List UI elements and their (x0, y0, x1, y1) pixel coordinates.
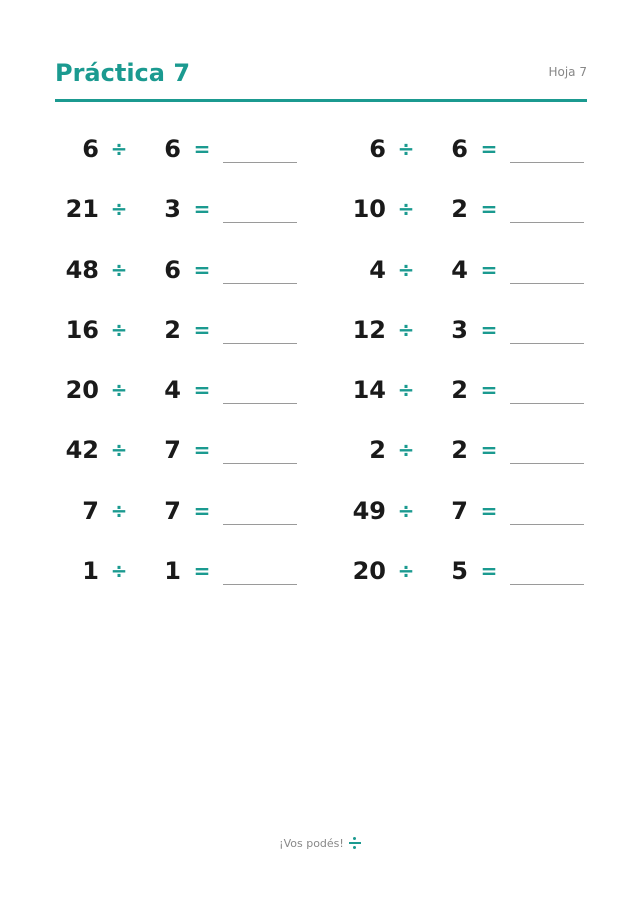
divisor: 2 (451, 436, 468, 465)
divisor: 3 (164, 195, 181, 224)
footer-text: ¡Vos podés! (279, 837, 344, 850)
division-sign: ÷ (110, 197, 128, 222)
dividend: 4 (369, 255, 386, 284)
answer-blank[interactable] (510, 162, 584, 163)
division-problem (55, 192, 305, 226)
divisor: 1 (164, 557, 181, 586)
dividend: 1 (82, 557, 99, 586)
page-title: Práctica 7 (55, 59, 191, 87)
footer (0, 836, 640, 852)
dividend: 21 (65, 195, 99, 224)
answer-blank[interactable] (223, 283, 297, 284)
division-sign: ÷ (397, 257, 415, 282)
equals-sign: = (480, 137, 498, 161)
divisor: 6 (451, 135, 468, 163)
answer-blank[interactable] (223, 584, 297, 585)
equals-sign: = (193, 438, 211, 463)
answer-blank[interactable] (223, 343, 297, 344)
divisor: 2 (451, 376, 468, 405)
equals-sign: = (193, 197, 211, 222)
division-sign: ÷ (110, 498, 128, 523)
problem-row (55, 120, 587, 180)
division-sign: ÷ (110, 137, 128, 161)
dividend: 14 (352, 376, 386, 405)
answer-blank[interactable] (510, 463, 584, 464)
division-problem (55, 313, 305, 347)
dividend: 49 (352, 496, 386, 525)
divisor: 5 (451, 557, 468, 586)
division-problem (342, 554, 592, 588)
divisor: 2 (451, 195, 468, 224)
equals-sign: = (193, 498, 211, 523)
dividend: 12 (352, 315, 386, 344)
answer-blank[interactable] (223, 222, 297, 223)
divisor: 3 (451, 315, 468, 344)
division-problem (342, 373, 592, 407)
answer-blank[interactable] (510, 283, 584, 284)
answer-blank[interactable] (510, 222, 584, 223)
dividend: 10 (352, 195, 386, 224)
equals-sign: = (193, 137, 211, 161)
division-sign: ÷ (397, 317, 415, 342)
answer-blank[interactable] (223, 524, 297, 525)
answer-blank[interactable] (223, 403, 297, 404)
equals-sign: = (193, 317, 211, 342)
header-divider (55, 99, 587, 102)
division-problem (342, 433, 592, 467)
answer-blank[interactable] (510, 343, 584, 344)
division-problem (342, 313, 592, 347)
equals-sign: = (480, 317, 498, 342)
divisor: 7 (164, 496, 181, 525)
division-problem (342, 192, 592, 226)
dividend: 42 (65, 436, 99, 465)
division-sign: ÷ (397, 438, 415, 463)
division-sign: ÷ (110, 378, 128, 403)
divisor: 2 (164, 315, 181, 344)
dividend: 2 (369, 436, 386, 465)
divisor: 4 (451, 255, 468, 284)
answer-blank[interactable] (223, 162, 297, 163)
problem-row (55, 361, 587, 421)
division-problem (55, 132, 305, 166)
sheet-number: Hoja 7 (548, 65, 587, 79)
problem-row (55, 301, 587, 361)
equals-sign: = (480, 378, 498, 403)
division-sign: ÷ (110, 559, 128, 584)
divisor: 7 (164, 436, 181, 465)
dividend: 20 (65, 376, 99, 405)
problem-row (55, 241, 587, 301)
equals-sign: = (480, 559, 498, 584)
equals-sign: = (480, 438, 498, 463)
division-icon (349, 837, 361, 849)
equals-sign: = (193, 257, 211, 282)
dividend: 7 (82, 496, 99, 525)
division-sign: ÷ (397, 197, 415, 222)
dividend: 16 (65, 315, 99, 344)
division-problem (55, 494, 305, 528)
division-problem (342, 253, 592, 287)
equals-sign: = (193, 378, 211, 403)
equals-sign: = (193, 559, 211, 584)
dividend: 48 (65, 255, 99, 284)
divisor: 6 (164, 255, 181, 284)
problem-row (55, 542, 587, 602)
problem-row (55, 421, 587, 481)
answer-blank[interactable] (223, 463, 297, 464)
equals-sign: = (480, 197, 498, 222)
divisor: 7 (451, 496, 468, 525)
division-problem (55, 433, 305, 467)
divisor: 4 (164, 376, 181, 405)
dividend: 20 (352, 557, 386, 586)
division-sign: ÷ (397, 137, 415, 161)
divisor: 6 (164, 135, 181, 163)
division-sign: ÷ (397, 559, 415, 584)
division-sign: ÷ (110, 317, 128, 342)
dividend: 6 (82, 135, 99, 163)
problem-row (55, 180, 587, 240)
page-header (55, 56, 587, 102)
answer-blank[interactable] (510, 403, 584, 404)
dividend: 6 (369, 135, 386, 163)
division-problem (342, 132, 592, 166)
division-sign: ÷ (397, 498, 415, 523)
division-problem (342, 494, 592, 528)
answer-blank[interactable] (510, 584, 584, 585)
equals-sign: = (480, 498, 498, 523)
answer-blank[interactable] (510, 524, 584, 525)
division-sign: ÷ (110, 438, 128, 463)
division-problem (55, 554, 305, 588)
problem-row (55, 482, 587, 542)
division-sign: ÷ (397, 378, 415, 403)
problem-grid (55, 120, 587, 602)
division-problem (55, 373, 305, 407)
division-problem (55, 253, 305, 287)
division-sign: ÷ (110, 257, 128, 282)
equals-sign: = (480, 257, 498, 282)
